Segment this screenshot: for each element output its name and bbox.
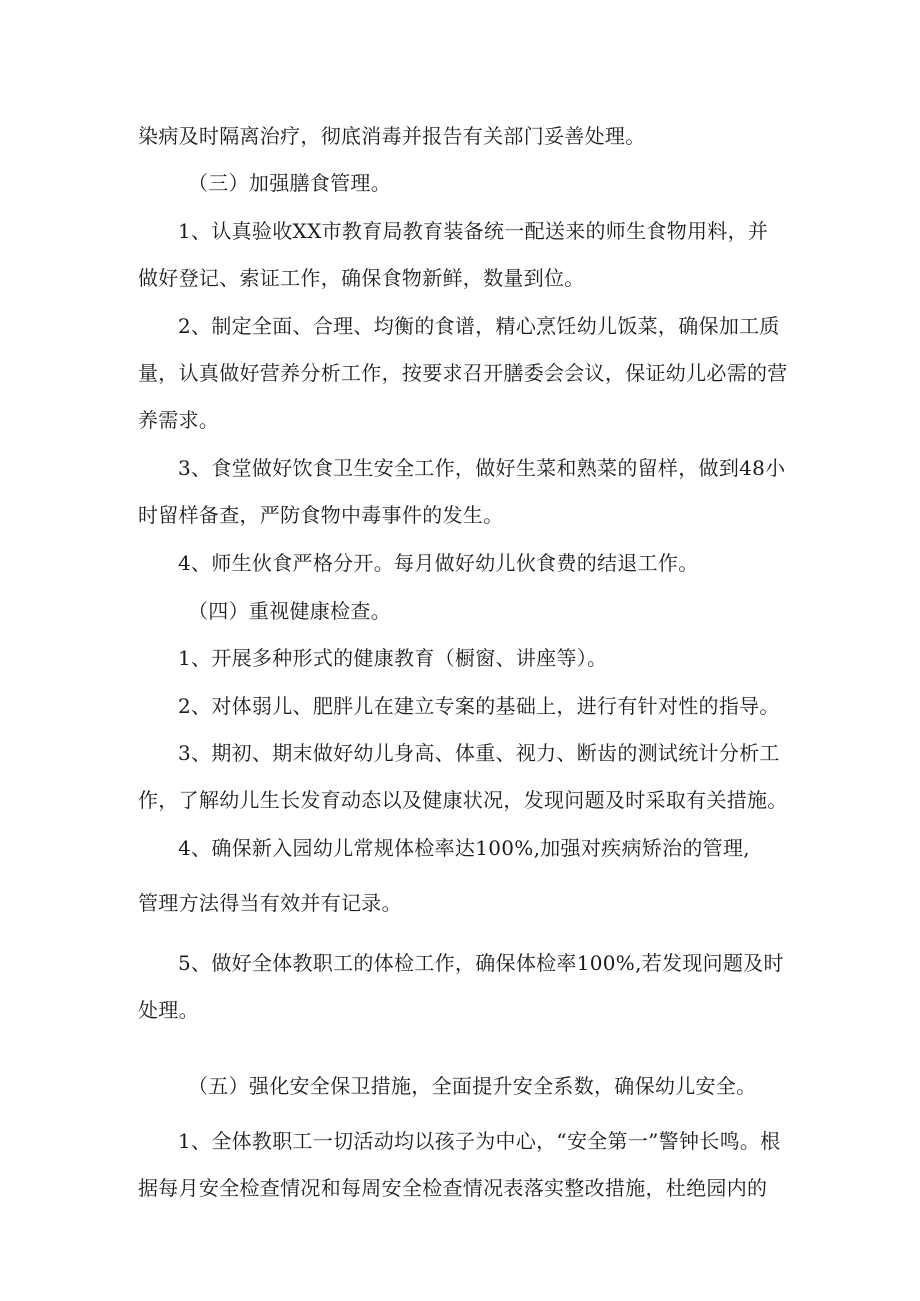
paragraph-4-2: 2、对体弱儿、肥胖儿在建立专案的基础上，进行有针对性的指导。: [178, 694, 780, 718]
section-heading-4: （四）重视健康检查。: [188, 599, 391, 623]
section-heading-5: （五）强化安全保卫措施，全面提升安全系数，确保幼儿安全。: [188, 1074, 757, 1098]
paragraph-4-1: 1、开展多种形式的健康教育（橱窗、讲座等）。: [178, 646, 608, 670]
paragraph-4-3: 3、期初、期末做好幼儿身高、体重、视力、断齿的测试统计分析工作，了解幼儿生长发育动态以及健康状况，发现问题及时采取有关措施。: [138, 741, 788, 812]
paragraph-4-5: 5、做好全体教职工的体检工作，确保体检率100%,若发现问题及时处理。: [138, 951, 784, 1022]
section-heading-3: （三）加强膳食管理。: [188, 171, 391, 195]
paragraph-4-4: 4、确保新入园幼儿常规体检率达100%,加强对疾病矫治的管理,: [178, 836, 750, 860]
paragraph-3-4: 4、师生伙食严格分开。每月做好幼儿伙食费的结退工作。: [178, 551, 699, 575]
paragraph-3-3: 3、食堂做好饮食卫生安全工作，做好生菜和熟菜的留样，做到48小时留样备查，严防食物中毒事件的发生。: [138, 456, 786, 527]
paragraph-4-4-continuation: 管理方法得当有效并有记录。: [138, 891, 402, 915]
paragraph-3-2: 2、制定全面、合理、均衡的食谱，精心烹饪幼儿饭菜，确保加工质量，认真做好营养分析工作，按要求召开膳委会会议，保证幼儿必需的营养需求。: [138, 314, 788, 432]
paragraph-3-1: 1、认真验收XX市教育局教育装备统一配送来的师生食物用料，并做好登记、索证工作，确保食物新鲜，数量到位。: [138, 219, 769, 290]
paragraph-continuation: 染病及时隔离治疗，彻底消毒并报告有关部门妥善处理。: [138, 124, 646, 148]
paragraph-5-1: 1、全体教职工一切活动均以孩子为中心，“安全第一”警钟长鸣。根据每月安全检查情况和每周安全检查情况表落实整改措施，杜绝园内的: [138, 1129, 781, 1200]
